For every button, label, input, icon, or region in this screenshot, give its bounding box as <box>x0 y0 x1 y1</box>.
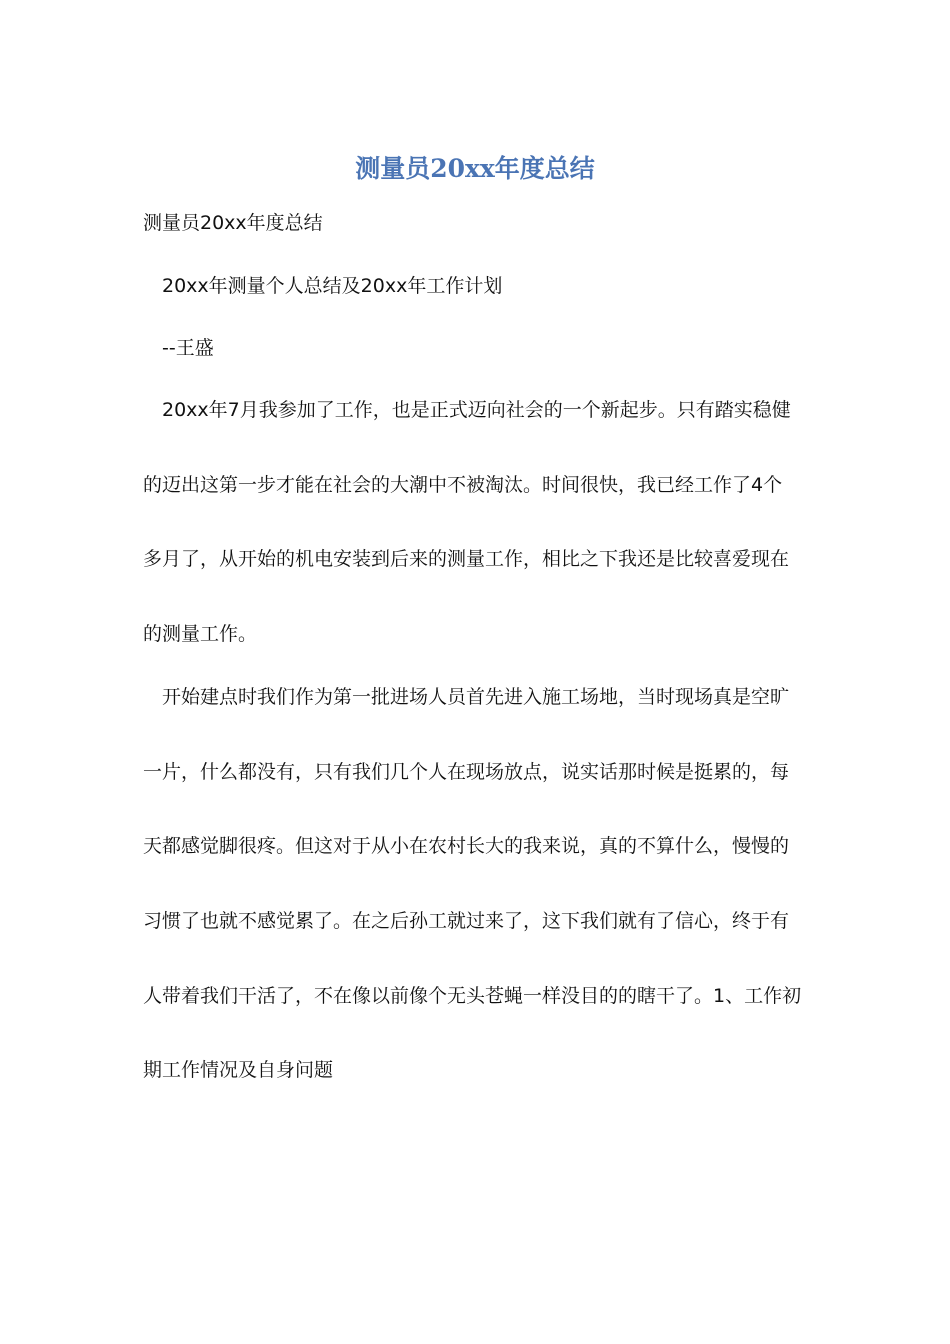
paragraph-line: 的迈出这第一步才能在社会的大潮中不被淘汰。时间很快，我已经工作了4个 <box>143 474 783 496</box>
paragraph-line: 天都感觉脚很疼。但这对于从小在农村长大的我来说，真的不算什么，慢慢的 <box>143 835 790 857</box>
section-heading: 20xx年测量个人总结及20xx年工作计划 <box>162 275 503 297</box>
document-subtitle: 测量员20xx年度总结 <box>143 212 323 234</box>
author-line: --王盛 <box>162 337 214 359</box>
paragraph-line: 一片，什么都没有，只有我们几个人在现场放点，说实话那时候是挺累的，每 <box>143 761 790 783</box>
paragraph-line: 20xx年7月我参加了工作，也是正式迈向社会的一个新起步。只有踏实稳健 <box>162 399 791 421</box>
paragraph-line: 开始建点时我们作为第一批进场人员首先进入施工场地，当时现场真是空旷 <box>162 686 790 708</box>
paragraph-line: 的测量工作。 <box>143 623 258 645</box>
paragraph-line: 人带着我们干活了，不在像以前像个无头苍蝇一样没目的的瞎干了。1、工作初 <box>143 985 802 1007</box>
paragraph-line: 期工作情况及自身问题 <box>143 1059 334 1081</box>
paragraph-line: 习惯了也就不感觉累了。在之后孙工就过来了，这下我们就有了信心，终于有 <box>143 910 790 932</box>
document-title: 测量员20xx年度总结 <box>355 154 595 183</box>
paragraph-line: 多月了，从开始的机电安装到后来的测量工作，相比之下我还是比较喜爱现在 <box>143 548 790 570</box>
